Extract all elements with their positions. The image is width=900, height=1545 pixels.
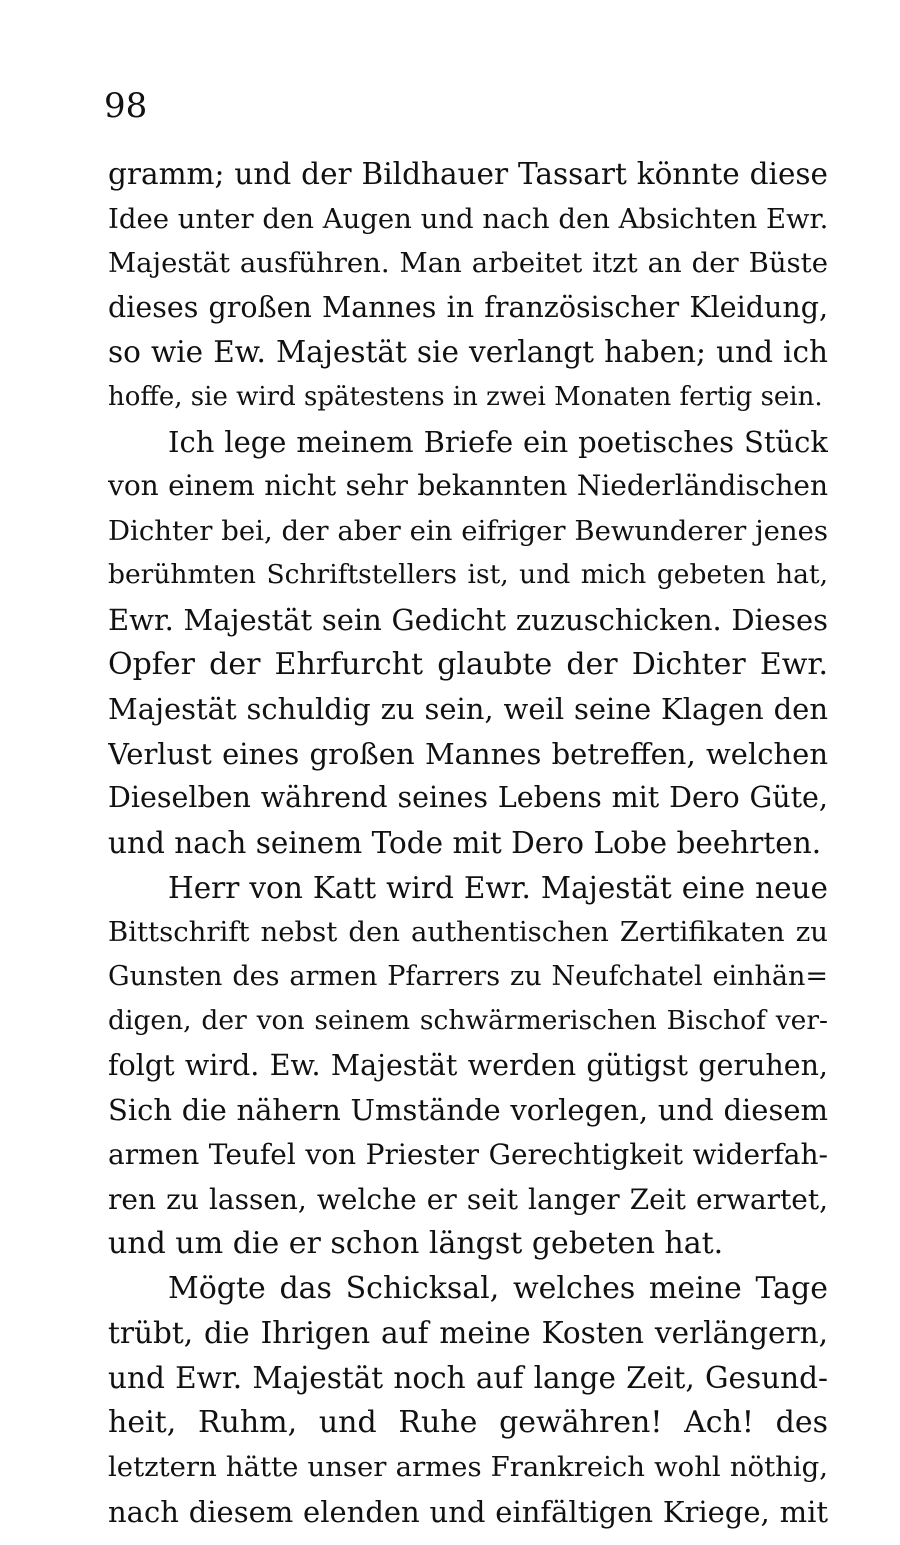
text-line: Herr von Katt wird Ewr. Majestät eine neue — [168, 870, 828, 905]
text-line: nach diesem elenden und einfältigen Kriege, mit — [108, 1494, 828, 1529]
text-line: heit, Ruhm, und Ruhe gewähren! Ach! des — [108, 1404, 828, 1440]
page-number: 98 — [104, 86, 148, 126]
text-line: letztern hätte unser armes Frankreich wohl nöthig, — [108, 1451, 828, 1484]
text-line: von einem nicht sehr bekannten Niederländischen — [108, 469, 828, 503]
text-line: und nach seinem Tode mit Dero Lobe beehrten. — [108, 825, 822, 860]
text-line: dieses großen Mannes in französischer Kleidung, — [108, 290, 828, 324]
text-line: digen, der von seinem schwärmerischen Bischof ver- — [108, 1005, 828, 1037]
text-line: Gunsten des armen Pfarrers zu Neufchatel einhän= — [108, 960, 828, 992]
text-line: ren zu lassen, welche er seit langer Zeit erwartet, — [108, 1182, 828, 1216]
text-line: Idee unter den Augen und nach den Absichten Ewr. — [108, 202, 828, 235]
text-line: Opfer der Ehrfurcht glaubte der Dichter Ewr. — [108, 646, 828, 682]
text-line: Dieselben während seines Lebens mit Dero Güte, — [108, 781, 828, 815]
text-line: und Ewr. Majestät noch auf lange Zeit, Gesund- — [108, 1361, 828, 1396]
text-line: Bittschrift nebst den authentischen Zertifikaten zu — [108, 916, 828, 949]
text-line: und um die er schon längst gebeten hat. — [108, 1226, 724, 1262]
text-line: Majestät ausführen. Man arbeitet itzt an der Büste — [108, 247, 828, 280]
text-line: berühmten Schriftstellers ist, und mich gebeten hat, — [108, 559, 828, 591]
text-line: Ich lege meinem Briefe ein poetisches Stück — [168, 424, 828, 459]
text-line: gramm; und der Bildhauer Tassart könnte diese — [108, 157, 828, 191]
text-line: Majestät schuldig zu sein, weil seine Klagen den — [108, 692, 828, 727]
text-line: folgt wird. Ew. Majestät werden gütigst geruhen, — [108, 1048, 828, 1082]
text-line: Sich die nähern Umstände vorlegen, und diesem — [108, 1093, 828, 1128]
text-line: so wie Ew. Majestät sie verlangt haben; und ich — [108, 335, 828, 370]
text-line: Dichter bei, der aber ein eifriger Bewunderer jenes — [108, 514, 828, 547]
text-line: Ewr. Majestät sein Gedicht zuzuschicken. Dieses — [108, 602, 828, 637]
text-line: Mögte das Schicksal, welches meine Tage — [168, 1270, 828, 1306]
text-line: armen Teufel von Priester Gerechtigkeit widerfah- — [108, 1138, 828, 1172]
text-line: Verlust eines großen Mannes betreffen, welchen — [108, 736, 828, 771]
text-line: trübt, die Ihrigen auf meine Kosten verlängern, — [108, 1316, 828, 1351]
body-text — [108, 152, 828, 1534]
text-line: hoffe, sie wird spätestens in zwei Monaten fertig sein. — [108, 381, 823, 412]
